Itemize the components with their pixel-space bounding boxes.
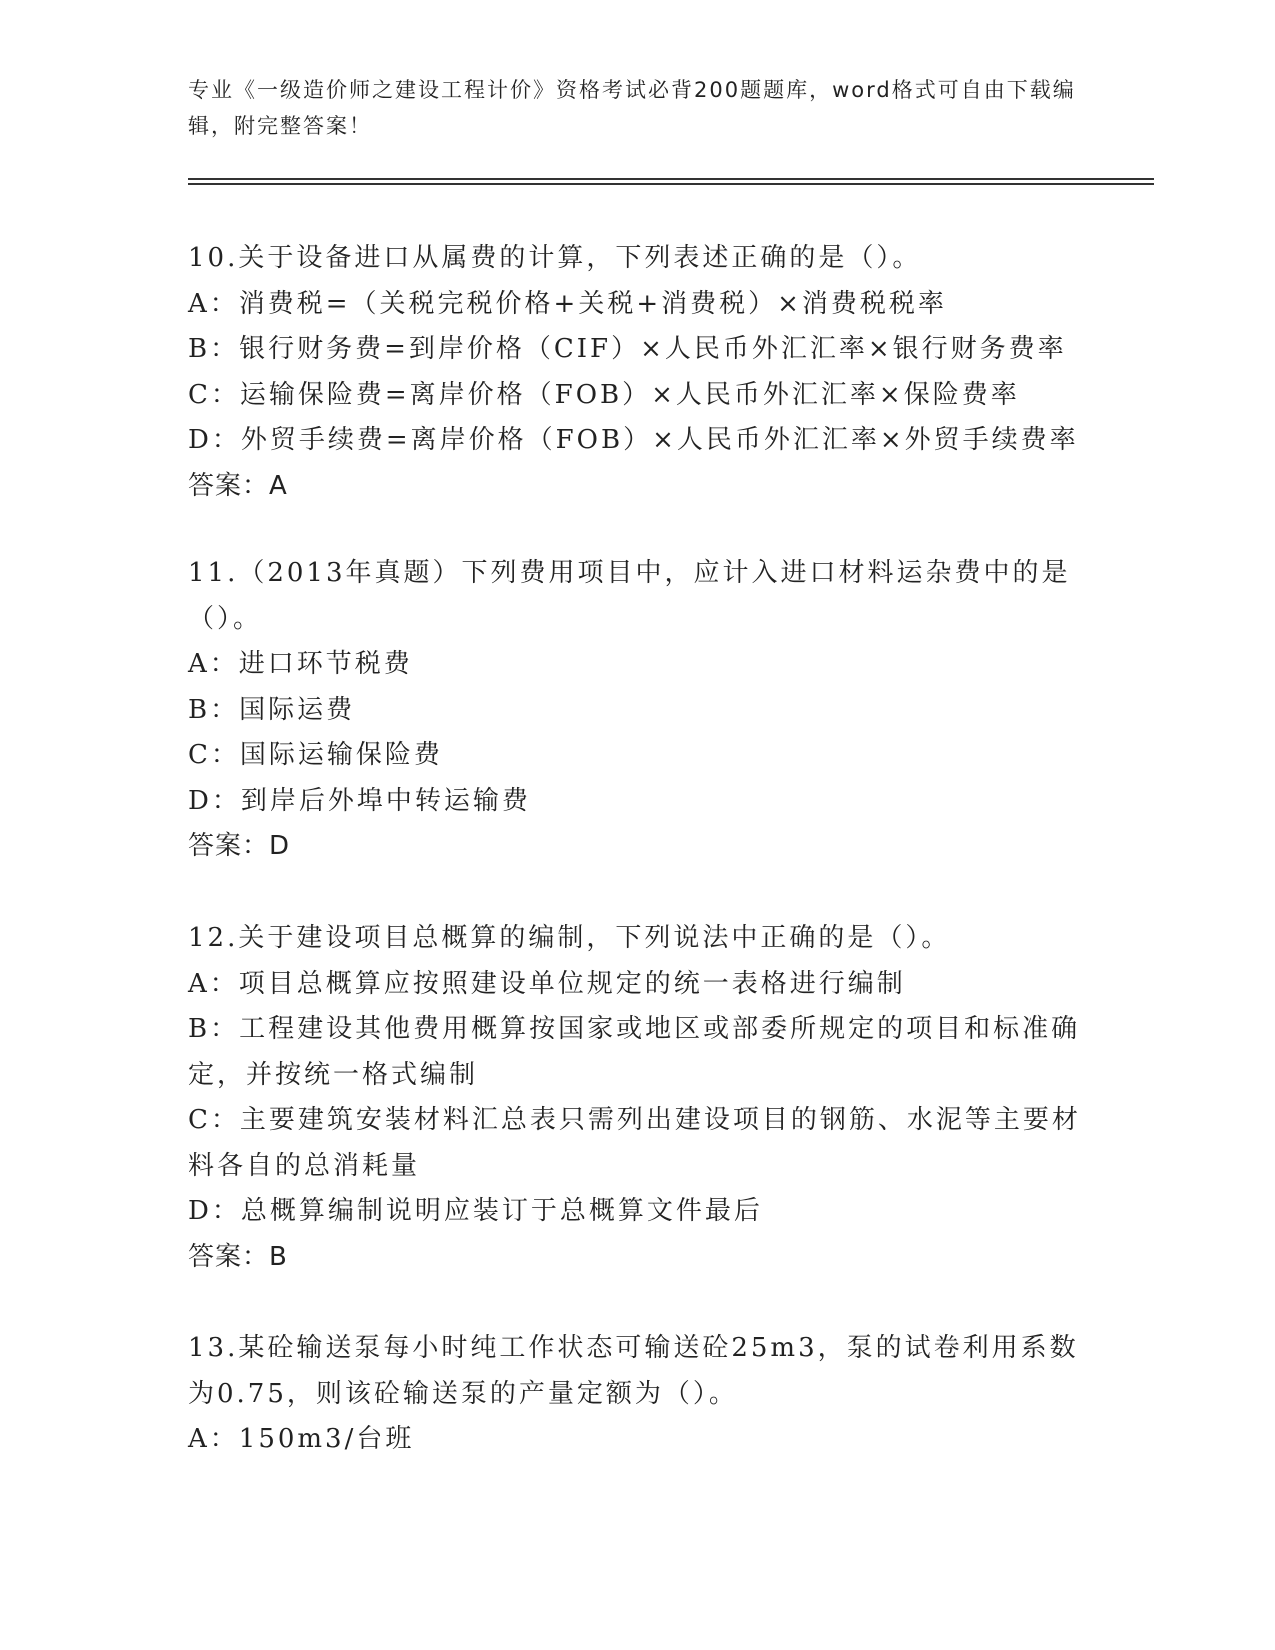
question-stem: 12.关于建设项目总概算的编制，下列说法中正确的是（）。: [188, 923, 951, 953]
question-stem: 13.某砼输送泵每小时纯工作状态可输送砼25m3，泵的试卷利用系数为0.75，则该砼输送泵的产量定额为（）。: [188, 1333, 1079, 1409]
answer-line: 答案：A: [188, 470, 288, 501]
option-c: C：国际运输保险费: [188, 740, 443, 770]
option-c: C：运输保险费=离岸价格（FOB）×人民币外汇汇率×保险费率: [188, 379, 1020, 410]
option-a: A：进口环节税费: [188, 649, 413, 679]
option-c: C：主要建筑安装材料汇总表只需列出建设项目的钢筋、水泥等主要材料各自的总消耗量: [188, 1105, 1081, 1181]
option-a: A：消费税=（关税完税价格+关税+消费税）×消费税税率: [188, 288, 947, 319]
option-a: A：项目总概算应按照建设单位规定的统一表格进行编制: [188, 968, 906, 999]
option-d: D：总概算编制说明应装订于总概算文件最后: [188, 1196, 763, 1226]
question-stem: 10.关于设备进口从属费的计算，下列表述正确的是（）。: [188, 243, 922, 273]
option-a: A：150m3/台班: [188, 1424, 415, 1454]
question-10: [188, 236, 1088, 509]
header-text: 专业《一级造价师之建设工程计价》资格考试必背200题题库，word格式可自由下载编辑，附完整答案！: [188, 78, 1076, 138]
answer-line: 答案：D: [188, 831, 291, 861]
option-b: B：银行财务费=到岸价格（CIF）×人民币外汇汇率×银行财务费率: [188, 334, 1067, 364]
question-11: [188, 551, 1088, 870]
answer-line: 答案：B: [188, 1241, 288, 1272]
question-stem: 11.（2013年真题）下列费用项目中，应计入进口材料运杂费中的是（）。: [188, 558, 1071, 634]
document-header: [188, 72, 1088, 144]
option-b: B：工程建设其他费用概算按国家或地区或部委所规定的项目和标准确定，并按统一格式编制: [188, 1014, 1081, 1090]
option-d: D：外贸手续费=离岸价格（FOB）×人民币外汇汇率×外贸手续费率: [188, 425, 1079, 455]
question-13: [188, 1326, 1088, 1463]
option-b: B：国际运费: [188, 694, 356, 725]
option-d: D：到岸后外埠中转运输费: [188, 785, 531, 816]
header-divider-bottom: [188, 183, 1154, 185]
header-divider-top: [188, 178, 1154, 180]
question-12: [188, 916, 1088, 1280]
